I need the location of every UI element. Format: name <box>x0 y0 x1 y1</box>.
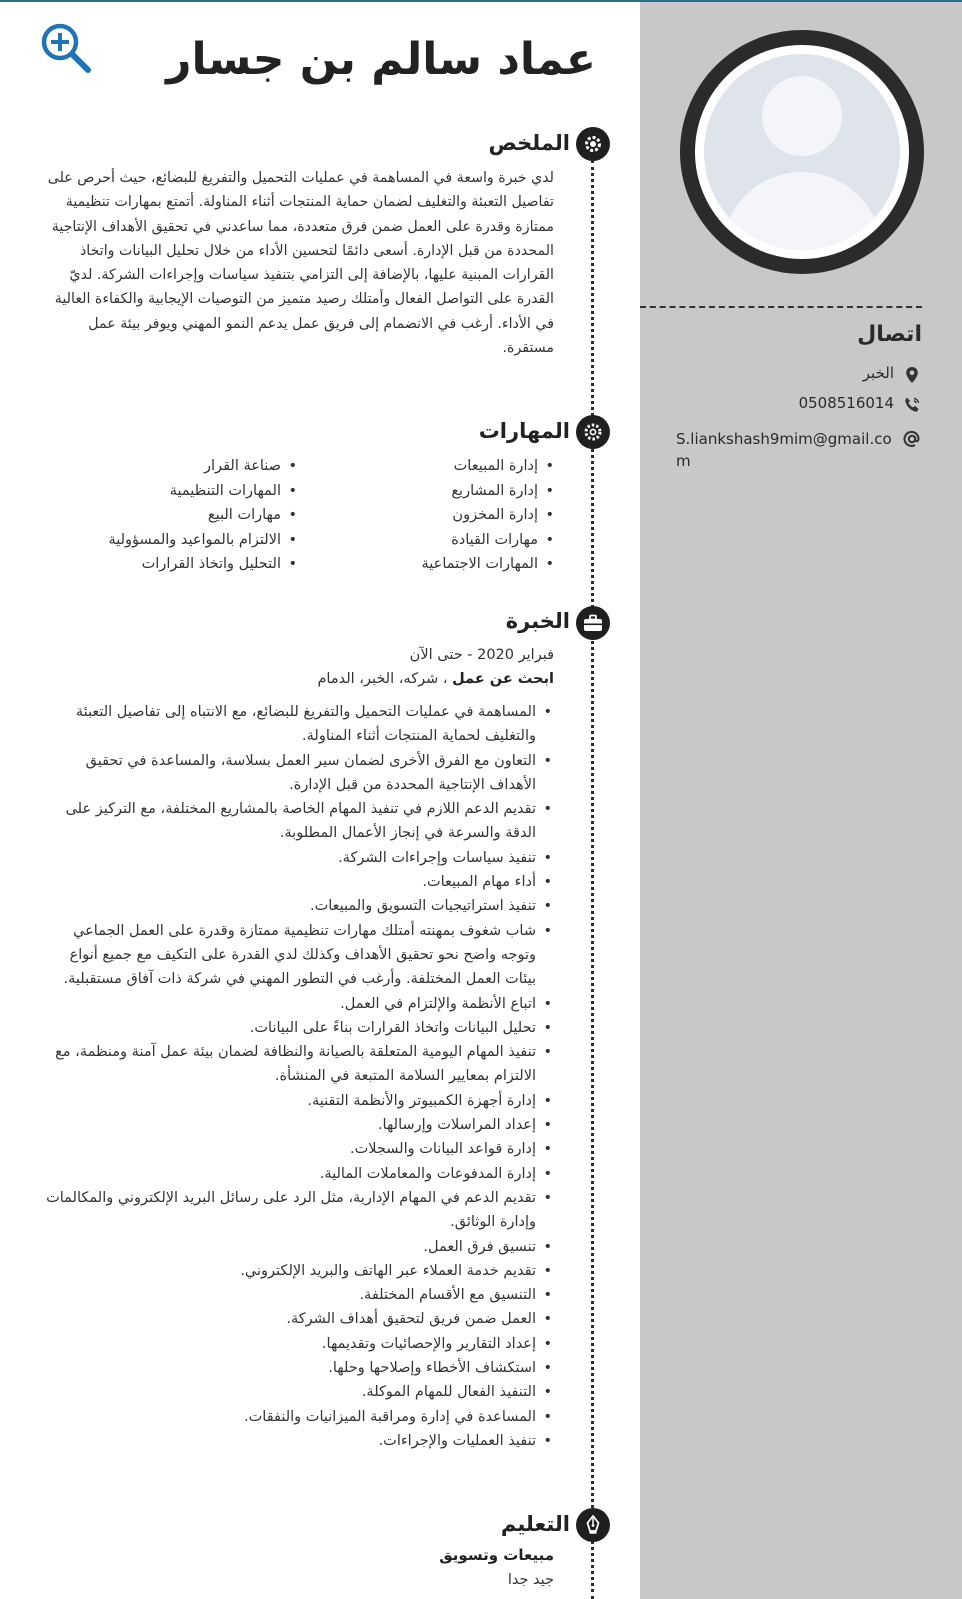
list-item: • العمل ضمن فريق لتحقيق أهداف الشركة. <box>40 1307 554 1331</box>
list-item: • تنفيذ المهام اليومية المتعلقة بالصيانة والنظافة لضمان بيئة عمل آمنة ومنظمة، مع الالتزام بمعايير السلامة المتبعة في المنشأة. <box>40 1040 554 1089</box>
skill-item: • إدارة المبيعات <box>297 454 554 479</box>
job-place: ، شركه، الخبر، الدمام <box>317 671 453 687</box>
list-item: • التعاون مع الفرق الأخرى لضمان سير العمل بسلاسة، والمساعدة في تحقيق الأهداف الإنتاجية المحددة من قبل الإدارة. <box>40 749 554 798</box>
skill-item: • الالتزام بالمواعيد والمسؤولية <box>40 528 297 553</box>
contact-email-address[interactable]: S.liankshash9mim@gmail.com <box>676 430 892 470</box>
list-item: • إدارة قواعد البيانات والسجلات. <box>40 1137 554 1161</box>
list-item: • التنسيق مع الأقسام المختلفة. <box>40 1283 554 1307</box>
contact-email <box>660 428 922 472</box>
list-item: • إدارة المدفوعات والمعاملات المالية. <box>40 1162 554 1186</box>
experience-bullets <box>40 700 554 1453</box>
cog-icon <box>576 415 610 449</box>
zoom-in-icon[interactable] <box>38 20 94 76</box>
contact-phone <box>660 394 922 414</box>
job-title: ابحث عن عمل <box>452 671 554 687</box>
contact-title: اتصال <box>857 322 922 347</box>
person-name: عماد سالم بن جسار <box>166 34 596 85</box>
avatar-placeholder <box>704 54 900 250</box>
skill-item: • التحليل واتخاذ القرارات <box>40 552 297 577</box>
skill-item: • مهارات القيادة <box>297 528 554 553</box>
sidebar-divider <box>640 306 922 308</box>
timeline-line <box>591 160 594 1599</box>
list-item: • استكشاف الأخطاء وإصلاحها وحلها. <box>40 1356 554 1380</box>
list-item: • اتباع الأنظمة والإلتزام في العمل. <box>40 992 554 1016</box>
gear-icon <box>576 127 610 161</box>
list-item: • تنسيق فرق العمل. <box>40 1235 554 1259</box>
list-item: • شاب شغوف بمهنته أمتلك مهارات تنظيمية ممتازة وقدرة على العمل الجماعي وتوجه واضح نحو تحقيق الأهداف وكذلك لدي القدرة على التكيف مع جميع أنواع بيئات العمل المختلفة. وأرغب في التطور المهني في شركة ذات آفاق مستقبلية. <box>40 919 554 992</box>
list-item: • تنفيذ العمليات والإجراءات. <box>40 1429 554 1453</box>
phone-icon <box>902 394 922 414</box>
skill-item: • المهارات التنظيمية <box>40 479 297 504</box>
experience-job <box>200 668 554 690</box>
list-item: • المساهمة في عمليات التحميل والتفريغ للبضائع، مع الانتباه إلى تفاصيل التعبئة والتغليف لحماية المنتجات أثناء المناولة. <box>40 700 554 749</box>
summary-text: لدي خبرة واسعة في المساهمة في عمليات التحميل والتفريغ للبضائع، حيث أحرص على تفاصيل التعبئة والتغليف لضمان حماية المنتجات أثناء المناولة. أتمتع بمهارات تنظيمية ممتازة وقدرة على العمل ضمن فرق متعددة، مما ساعدني في تحقيق الأهداف الإنتاجية المحددة من قبل الإدارة. أسعى دائمًا لتحسين الأداء من خلال تحليل البيانات واتخاذ القرارات المبنية عليها، بالإضافة إلى التزامي بتنفيذ سياسات وإجراءات الشركة. لديّ القدرة على التواصل الفعال وأمتلك رصيد متميز من التوصيات الإيجابية والكفاءة العالية في الأداء. أرغب في الانضمام إلى فريق عمل يدعم النمو المهني ويوفر بيئة عمل مستقرة. <box>47 170 554 357</box>
avatar-head-shape <box>762 76 842 156</box>
experience-date: فبراير 2020 - حتى الآن <box>409 647 554 663</box>
education-grade: جيد جدا <box>507 1572 554 1588</box>
list-item: • أداء مهام المبيعات. <box>40 870 554 894</box>
contact-city: الخبر <box>862 364 894 382</box>
avatar-body-shape <box>722 172 882 250</box>
briefcase-icon <box>576 606 610 640</box>
list-item: • تقديم الدعم اللازم في تنفيذ المهام الخاصة بالمشاريع المختلفة، مع التركيز على الدقة والسرعة في إنجاز الأعمال المطلوبة. <box>40 797 554 846</box>
skill-item: • صناعة القرار <box>40 454 297 479</box>
list-item: • تحليل البيانات واتخاذ القرارات بناءً على البيانات. <box>40 1016 554 1040</box>
skill-item: • إدارة المخزون <box>297 503 554 528</box>
experience-title: الخبرة <box>505 609 570 633</box>
education-degree: مبيعات وتسويق <box>439 1546 554 1564</box>
list-item: • تنفيذ سياسات وإجراءات الشركة. <box>40 846 554 870</box>
skill-item: • مهارات البيع <box>40 503 297 528</box>
list-item: • تقديم الدعم في المهام الإدارية، مثل الرد على رسائل البريد الإلكتروني والمكالمات وإدارة الوثائق. <box>40 1186 554 1235</box>
map-pin-icon <box>902 364 922 384</box>
list-item: • التنفيذ الفعال للمهام الموكلة. <box>40 1380 554 1404</box>
list-item: • إعداد المراسلات وإرسالها. <box>40 1113 554 1137</box>
list-item: • المساعدة في إدارة ومراقبة الميزانيات والنفقات. <box>40 1405 554 1429</box>
skills-list <box>40 454 554 577</box>
at-sign-icon <box>902 428 922 448</box>
avatar <box>680 30 924 274</box>
list-item: • تنفيذ استراتيجيات التسويق والمبيعات. <box>40 894 554 918</box>
list-item: • إعداد التقارير والإحصائيات وتقديمها. <box>40 1332 554 1356</box>
skills-column-left <box>40 454 297 577</box>
education-title: التعليم <box>500 1512 570 1536</box>
list-item: • إدارة أجهزة الكمبيوتر والأنظمة التقنية. <box>40 1089 554 1113</box>
skills-column-right <box>297 454 554 577</box>
pen-nib-icon <box>576 1508 610 1542</box>
summary-title: الملخص <box>488 131 570 155</box>
contact-location <box>660 364 922 384</box>
list-item: • تقديم خدمة العملاء عبر الهاتف والبريد الإلكتروني. <box>40 1259 554 1283</box>
skills-title: المهارات <box>478 419 570 443</box>
contact-phone-number[interactable]: 0508516014 <box>798 394 894 412</box>
skill-item: • إدارة المشاريع <box>297 479 554 504</box>
skill-item: • المهارات الاجتماعية <box>297 552 554 577</box>
